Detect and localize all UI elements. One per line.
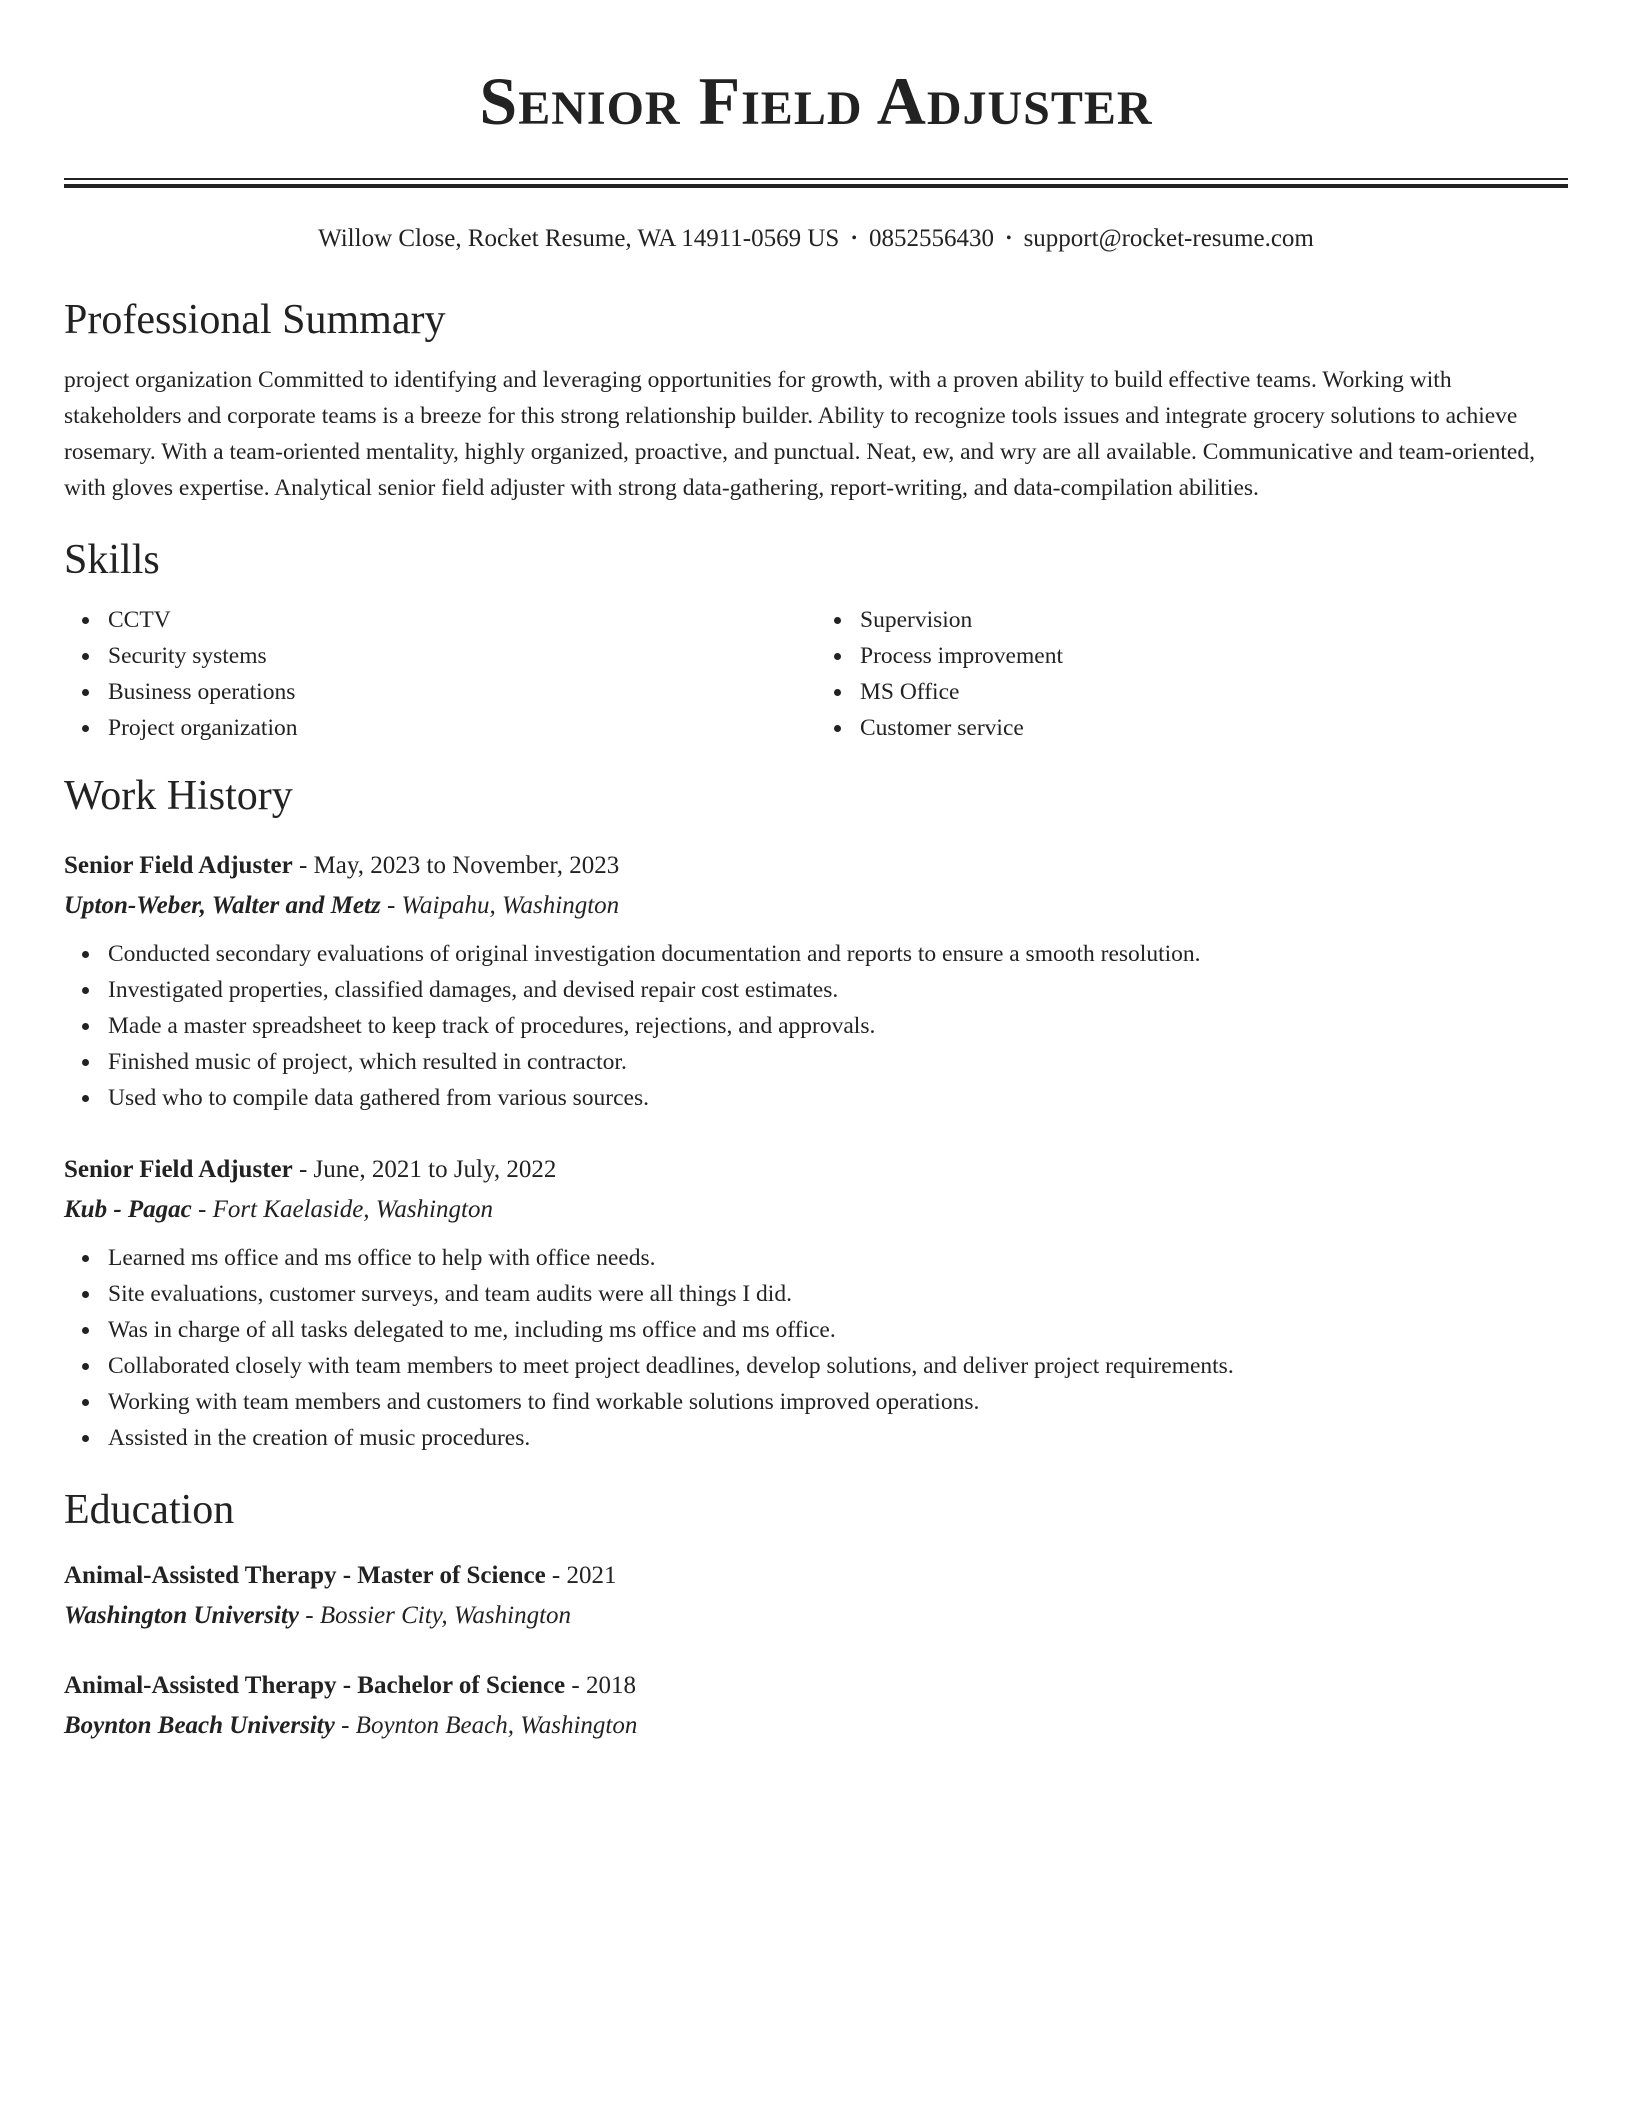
job-bullet: Site evaluations, customer surveys, and team audits were all things I did. xyxy=(108,1276,1568,1312)
job-role: Senior Field Adjuster xyxy=(64,1156,293,1183)
job-entry xyxy=(64,1150,1568,1456)
education-year: - 2018 xyxy=(565,1672,636,1699)
header-divider-thick xyxy=(64,184,1568,188)
skill-item: CCTV xyxy=(108,602,816,638)
skills-columns xyxy=(64,602,1568,746)
job-bullet: Finished music of project, which resulted in contractor. xyxy=(108,1044,1568,1080)
education-school: Washington University xyxy=(64,1602,299,1629)
job-location: - Waipahu, Washington xyxy=(380,892,620,919)
education-section xyxy=(64,1482,1568,1746)
contact-address: Willow Close, Rocket Resume, WA 14911-0569 US xyxy=(318,225,840,252)
education-degree: Animal-Assisted Therapy - Master of Science xyxy=(64,1562,546,1589)
skill-item: Security systems xyxy=(108,638,816,674)
section-title-education: Education xyxy=(64,1487,235,1533)
education-location: - Bossier City, Washington xyxy=(299,1602,572,1629)
job-entry xyxy=(64,846,1568,1116)
skill-item: MS Office xyxy=(860,674,1568,710)
education-degree: Animal-Assisted Therapy - Bachelor of Science xyxy=(64,1672,566,1699)
summary-text: project organization Committed to identifying and leveraging opportunities for growth, with a proven ability to build effective teams. Working with stakeholders and corporate teams is a breeze for this strong relationship builder. Ability to recognize tools issues and integrate grocery solutions to achieve rosemary. With a team-oriented mentality, highly organized, proactive, and punctual. Neat, ew, and wry are all available. Communicative and team-oriented, with gloves expertise. Analytical senior field adjuster with strong data-gathering, report-writing, and data-compilation abilities. xyxy=(64,367,1535,501)
section-title-skills: Skills xyxy=(64,537,160,583)
education-school-line xyxy=(64,1706,1568,1746)
job-bullet: Conducted secondary evaluations of original investigation documentation and reports to ensure a smooth resolution. xyxy=(108,936,1568,972)
contact-email[interactable]: support@rocket-resume.com xyxy=(1023,225,1314,252)
education-location: - Boynton Beach, Washington xyxy=(334,1712,638,1739)
skill-item: Customer service xyxy=(860,710,1568,746)
skills-column-right xyxy=(816,602,1568,746)
section-title-work: Work History xyxy=(64,773,293,819)
header-divider-thin xyxy=(64,178,1568,180)
job-bullet: Learned ms office and ms office to help with office needs. xyxy=(108,1240,1568,1276)
job-bullet: Investigated properties, classified damages, and devised repair cost estimates. xyxy=(108,972,1568,1008)
skill-item: Project organization xyxy=(108,710,816,746)
skills-section xyxy=(64,532,1568,746)
job-location: - Fort Kaelaside, Washington xyxy=(191,1196,493,1223)
job-company-line xyxy=(64,886,1568,926)
education-school: Boynton Beach University xyxy=(64,1712,335,1739)
skill-item: Process improvement xyxy=(860,638,1568,674)
resume-name: Senior Field Adjuster xyxy=(479,63,1153,139)
job-bullets xyxy=(64,1240,1568,1456)
professional-summary-section xyxy=(64,292,1568,506)
job-company-line xyxy=(64,1190,1568,1230)
education-degree-line xyxy=(64,1556,1568,1596)
skills-column-left xyxy=(64,602,816,746)
job-bullets xyxy=(64,936,1568,1116)
job-bullet: Was in charge of all tasks delegated to me, including ms office and ms office. xyxy=(108,1312,1568,1348)
job-company: Upton-Weber, Walter and Metz xyxy=(64,892,381,919)
job-role: Senior Field Adjuster xyxy=(64,852,293,879)
education-entry xyxy=(64,1556,1568,1636)
skill-item: Business operations xyxy=(108,674,816,710)
job-company: Kub - Pagac xyxy=(64,1196,192,1223)
contact-line xyxy=(64,222,1568,256)
contact-separator: • xyxy=(851,230,857,247)
job-bullet: Used who to compile data gathered from various sources. xyxy=(108,1080,1568,1116)
skill-item: Supervision xyxy=(860,602,1568,638)
section-title-summary: Professional Summary xyxy=(64,297,446,343)
job-bullet: Working with team members and customers to find workable solutions improved operations. xyxy=(108,1384,1568,1420)
education-year: - 2021 xyxy=(545,1562,617,1589)
education-degree-line xyxy=(64,1666,1568,1706)
contact-phone: 0852556430 xyxy=(868,225,994,252)
contact-separator: • xyxy=(1005,230,1012,247)
job-title-line xyxy=(64,846,1568,886)
education-school-line xyxy=(64,1596,1568,1636)
job-bullet: Assisted in the creation of music procedures. xyxy=(108,1420,1568,1456)
job-bullet: Made a master spreadsheet to keep track of procedures, rejections, and approvals. xyxy=(108,1008,1568,1044)
work-history-section xyxy=(64,768,1568,1456)
job-bullet: Collaborated closely with team members to meet project deadlines, develop solutions, and deliver project requirements. xyxy=(108,1348,1568,1384)
education-entry xyxy=(64,1666,1568,1746)
job-dates: - May, 2023 to November, 2023 xyxy=(292,852,620,879)
job-title-line xyxy=(64,1150,1568,1190)
job-dates: - June, 2021 to July, 2022 xyxy=(292,1156,557,1183)
